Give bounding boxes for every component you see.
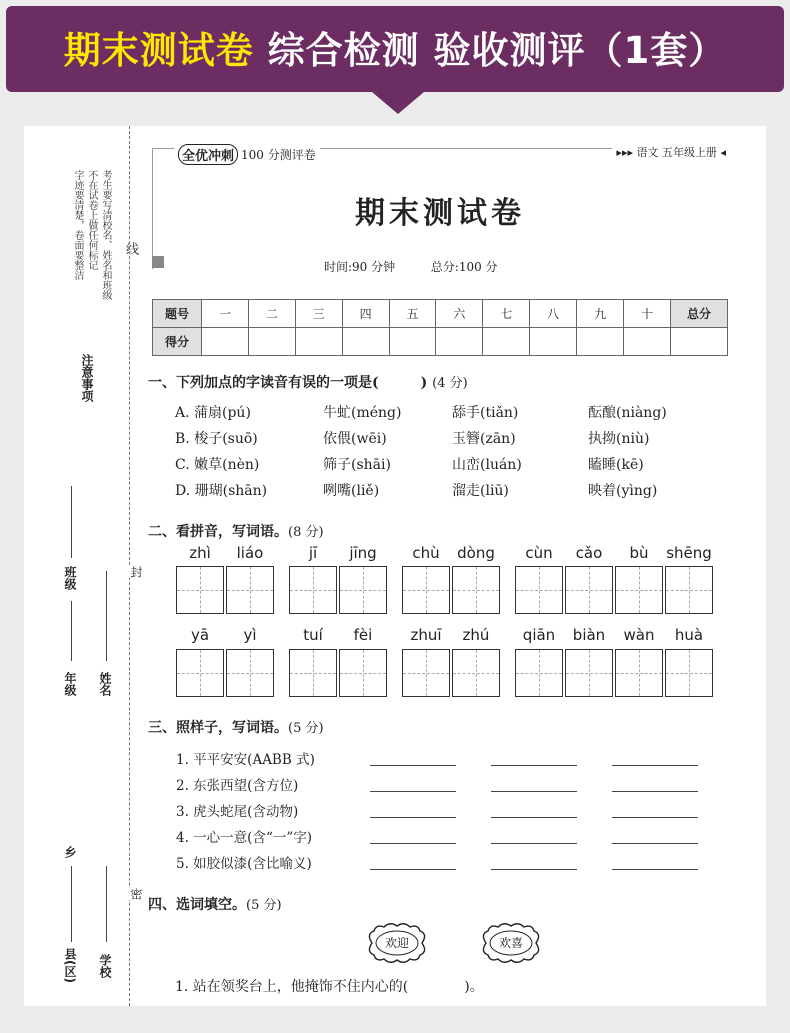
q3-item: 3. 虎头蛇尾(含动物) <box>176 804 299 820</box>
writing-box[interactable] <box>615 566 663 614</box>
table-cell: 得分 <box>153 328 202 356</box>
banner-title-highlight: 期末测试卷 <box>63 29 254 72</box>
table-cell: 四 <box>342 300 389 328</box>
q4-sentence-end: )。 <box>464 979 484 995</box>
writing-box[interactable] <box>339 649 387 697</box>
brand-suffix: 100 分测评卷 <box>241 148 316 162</box>
word-choice-label: 欢喜 <box>498 936 523 950</box>
exam-title: 期末测试卷 <box>355 196 525 231</box>
grade-label: 年级 <box>63 672 77 696</box>
writing-box[interactable] <box>515 649 563 697</box>
score-table <box>152 299 728 356</box>
q1-option: 山峦(luán) <box>452 457 522 473</box>
pinyin-label: huà <box>674 626 704 644</box>
table-cell: 三 <box>295 300 342 328</box>
pinyin-label: jī <box>308 544 318 562</box>
banner-title <box>6 20 784 74</box>
pinyin-label: qiān <box>522 626 556 644</box>
corner-square <box>152 256 164 268</box>
table-cell: 一 <box>202 300 249 328</box>
q1-option: 舔手(tiǎn) <box>452 405 519 421</box>
word-choice-flower[interactable] <box>478 922 544 964</box>
writing-box[interactable] <box>615 649 663 697</box>
writing-box[interactable] <box>515 566 563 614</box>
answer-line[interactable] <box>612 765 698 766</box>
table-cell: 总分 <box>671 300 728 328</box>
writing-box[interactable] <box>289 649 337 697</box>
pinyin-label: shēng <box>666 544 712 562</box>
answer-line[interactable] <box>370 843 456 844</box>
class-line <box>71 486 72 558</box>
q1-title-end: ) <box>420 375 428 391</box>
writing-box[interactable] <box>339 566 387 614</box>
note-line: 考生要写清校名、姓名和班级 <box>100 170 111 300</box>
q1-option: 玉簪(zān) <box>452 431 516 447</box>
q1-option: B. 梭子(suō) <box>175 431 258 447</box>
q1-option: 依偎(wēi) <box>323 431 387 447</box>
answer-line[interactable] <box>491 817 577 818</box>
answer-line[interactable] <box>491 765 577 766</box>
note-line: 不在试卷上做任何标记 <box>86 170 97 270</box>
writing-box[interactable] <box>226 566 274 614</box>
banner-title-rest: 综合检测 验收测评（1套） <box>267 29 727 72</box>
pinyin-label: zhuī <box>410 626 442 644</box>
table-cell: 六 <box>436 300 483 328</box>
table-row <box>153 328 728 356</box>
writing-box[interactable] <box>402 649 450 697</box>
banner-arrow-icon <box>372 92 424 114</box>
class-label: 班级 <box>63 566 77 590</box>
table-cell <box>624 328 671 356</box>
table-cell: 八 <box>530 300 577 328</box>
writing-box[interactable] <box>289 566 337 614</box>
pinyin-label: biàn <box>572 626 606 644</box>
q1-option: 执拗(niù) <box>588 431 650 447</box>
pinyin-label: cùn <box>525 544 553 562</box>
binding-line-mark: 线 <box>123 242 138 255</box>
township-label: 乡 <box>63 846 77 858</box>
brand-name: 全优冲刺 <box>178 144 238 165</box>
word-choice-flower[interactable] <box>364 922 430 964</box>
q3-points: (5 分) <box>288 721 324 736</box>
writing-box[interactable] <box>402 566 450 614</box>
county-line <box>71 866 72 942</box>
table-cell: 七 <box>483 300 530 328</box>
table-cell <box>671 328 728 356</box>
table-cell <box>342 328 389 356</box>
writing-box[interactable] <box>665 566 713 614</box>
table-cell <box>530 328 577 356</box>
pinyin-label: liáo <box>236 544 264 562</box>
q1-option: 酝酿(niàng) <box>588 405 667 421</box>
q1-title-text: 一、下列加点的字读音有误的一项是( <box>148 375 379 391</box>
school-label: 学校 <box>98 954 112 978</box>
writing-box[interactable] <box>176 649 224 697</box>
secret-mark: 密 <box>129 888 143 900</box>
q4-points: (5 分) <box>246 898 282 913</box>
q1-option: D. 珊瑚(shān) <box>175 483 268 499</box>
writing-box[interactable] <box>565 566 613 614</box>
table-row <box>153 300 728 328</box>
answer-line[interactable] <box>370 791 456 792</box>
q1-title <box>148 372 468 392</box>
pinyin-label: zhú <box>462 626 490 644</box>
q4-sentence <box>175 976 484 996</box>
notes-title: 注意事项 <box>80 354 94 402</box>
pinyin-label: bù <box>629 544 649 562</box>
table-cell: 五 <box>389 300 436 328</box>
seal-mark: 封 <box>129 566 143 578</box>
pinyin-label: jīng <box>349 544 377 562</box>
pinyin-label: wàn <box>623 626 655 644</box>
pinyin-label: yì <box>243 626 257 644</box>
q1-option: A. 蒲扇(pú) <box>175 405 251 421</box>
q4-sentence-text: 1. 站在领奖台上，他掩饰不住内心的( <box>175 979 409 995</box>
table-cell <box>389 328 436 356</box>
pinyin-label: tuí <box>303 626 323 644</box>
pinyin-label: fèi <box>353 626 373 644</box>
answer-line[interactable] <box>612 843 698 844</box>
pinyin-label: chù <box>412 544 440 562</box>
q2-title-text: 二、看拼音，写词语。 <box>148 524 288 540</box>
q3-item: 1. 平平安安(AABB 式) <box>176 752 315 768</box>
note-line: 字迹要清楚，卷面要整洁 <box>72 170 83 280</box>
subject-label: ▸▸▸ 语文 五年级上册 ◂ <box>612 144 730 160</box>
pinyin-label: cǎo <box>575 544 603 562</box>
q3-title-text: 三、照样子，写词语。 <box>148 720 288 736</box>
writing-box[interactable] <box>176 566 224 614</box>
q3-title <box>148 717 324 737</box>
q1-option: 牛虻(méng) <box>323 405 402 421</box>
q1-option: 瞌睡(kē) <box>588 457 644 473</box>
table-cell: 题号 <box>153 300 202 328</box>
q1-option: 咧嘴(liě) <box>323 483 380 499</box>
writing-box[interactable] <box>665 649 713 697</box>
answer-line[interactable] <box>612 791 698 792</box>
answer-line[interactable] <box>370 765 456 766</box>
table-cell <box>295 328 342 356</box>
table-cell: 二 <box>248 300 295 328</box>
q3-item: 5. 如胶似漆(含比喻义) <box>176 856 312 872</box>
answer-line[interactable] <box>370 869 456 870</box>
q4-title <box>148 894 282 914</box>
exam-paper <box>24 126 766 1006</box>
q1-option: 映着(yìng) <box>588 483 658 499</box>
table-cell: 九 <box>577 300 624 328</box>
pinyin-label: yā <box>190 626 210 644</box>
q3-item: 2. 东张西望(含方位) <box>176 778 299 794</box>
answer-line[interactable] <box>370 817 456 818</box>
answer-line[interactable] <box>491 791 577 792</box>
pinyin-label: dòng <box>457 544 495 562</box>
writing-box[interactable] <box>565 649 613 697</box>
writing-box[interactable] <box>452 566 500 614</box>
answer-line[interactable] <box>491 869 577 870</box>
table-cell <box>248 328 295 356</box>
banner <box>6 6 784 92</box>
answer-line[interactable] <box>491 843 577 844</box>
brand <box>174 144 320 165</box>
school-line <box>106 866 107 942</box>
q4-title-text: 四、选词填空。 <box>148 897 246 913</box>
name-label: 姓名 <box>98 672 112 696</box>
q1-option: 筛子(shāi) <box>323 457 391 473</box>
score-label: 总分:100 分 <box>430 260 498 274</box>
table-cell <box>577 328 624 356</box>
q2-points: (8 分) <box>288 525 324 540</box>
word-choice-label: 欢迎 <box>384 936 409 950</box>
pinyin-label: zhì <box>189 544 211 562</box>
q3-item: 4. 一心一意(含“一”字) <box>176 830 313 846</box>
answer-line[interactable] <box>612 817 698 818</box>
writing-box[interactable] <box>452 649 500 697</box>
q1-option: C. 嫩草(nèn) <box>175 457 260 473</box>
q2-title <box>148 521 324 541</box>
table-cell <box>483 328 530 356</box>
answer-line[interactable] <box>612 869 698 870</box>
exam-meta <box>324 258 498 275</box>
writing-box[interactable] <box>226 649 274 697</box>
table-cell <box>436 328 483 356</box>
grade-line <box>71 601 72 661</box>
table-cell <box>202 328 249 356</box>
county-label: 县(区) <box>63 948 77 983</box>
q1-option: 溜走(liū) <box>452 483 509 499</box>
q1-points: (4 分) <box>432 376 468 391</box>
time-label: 时间:90 分钟 <box>324 260 396 274</box>
name-line <box>106 571 107 661</box>
table-cell: 十 <box>624 300 671 328</box>
